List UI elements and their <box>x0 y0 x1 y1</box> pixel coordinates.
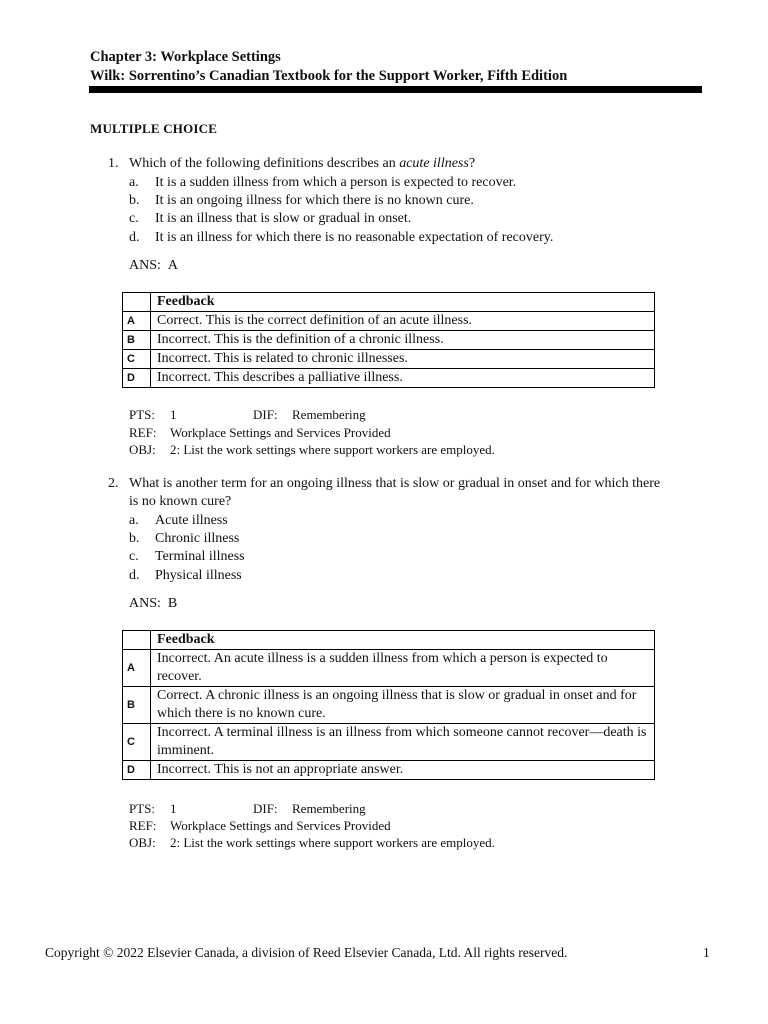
obj-value: 2: List the work settings where support workers are employed. <box>170 442 495 457</box>
question-number: 1. <box>108 156 119 171</box>
book-title: Wilk: Sorrentino’s Canadian Textbook for the Support Worker, Fifth Edition <box>90 68 568 84</box>
page-number: 1 <box>703 945 710 960</box>
copyright-notice: Copyright © 2022 Elsevier Canada, a division of Reed Elsevier Canada, Ltd. All rights reserved. <box>45 945 568 960</box>
pts-label: PTS: <box>129 801 156 816</box>
feedback-key: B <box>123 331 151 350</box>
answer-line <box>129 257 178 275</box>
stem-end: ? <box>468 156 476 171</box>
feedback-row <box>123 331 655 350</box>
feedback-key: C <box>123 350 151 369</box>
option-letter: a. <box>129 175 139 190</box>
pts-value: 1 <box>170 801 177 816</box>
feedback-header: Feedback <box>151 631 655 650</box>
option-text: Acute illness <box>155 513 228 528</box>
option-letter: a. <box>129 513 139 528</box>
dif-value: Remembering <box>292 801 366 816</box>
chapter-title: Chapter 3: Workplace Settings <box>90 49 281 65</box>
option-letter: b. <box>129 531 140 546</box>
answer-value: B <box>167 596 178 611</box>
feedback-text: Correct. A chronic illness is an ongoing illness that is slow or gradual in onset and for which there is no known cure. <box>151 687 655 724</box>
feedback-text: Incorrect. This describes a palliative illness. <box>151 369 655 388</box>
section-title: MULTIPLE CHOICE <box>90 121 218 136</box>
option-letter: d. <box>129 568 140 583</box>
option-text: It is an ongoing illness for which there is no known cure. <box>155 193 474 208</box>
feedback-row <box>123 724 655 761</box>
pts-label: PTS: <box>129 407 156 422</box>
feedback-header-row <box>123 293 655 312</box>
feedback-text: Incorrect. An acute illness is a sudden illness from which a person is expected to recover. <box>151 650 655 687</box>
answer-line <box>129 595 177 613</box>
pts-value: 1 <box>170 407 177 422</box>
feedback-text: Correct. This is the correct definition of an acute illness. <box>151 312 655 331</box>
option-letter: b. <box>129 193 140 208</box>
answer-label: ANS: <box>129 258 161 273</box>
option-letter: d. <box>129 230 140 245</box>
option-text: It is a sudden illness from which a person is expected to recover. <box>155 175 517 190</box>
feedback-row <box>123 650 655 687</box>
feedback-key: D <box>123 369 151 388</box>
ref-value: Workplace Settings and Services Provided <box>170 425 391 440</box>
obj-label: OBJ: <box>129 442 156 457</box>
answer-label: ANS: <box>129 596 161 611</box>
option-letter: c. <box>129 549 139 564</box>
feedback-header-row <box>123 631 655 650</box>
feedback-key: D <box>123 761 151 780</box>
ref-label: REF: <box>129 818 157 833</box>
stem-emphasis: acute illness <box>399 156 469 171</box>
option-text: It is an illness that is slow or gradual in onset. <box>155 211 412 226</box>
feedback-text: Incorrect. This is not an appropriate answer. <box>151 761 655 780</box>
option-text: Terminal illness <box>155 549 245 564</box>
feedback-row <box>123 369 655 388</box>
ref-value: Workplace Settings and Services Provided <box>170 818 391 833</box>
option-text: Chronic illness <box>155 531 240 546</box>
dif-label: DIF: <box>253 407 278 422</box>
feedback-key: A <box>123 650 151 687</box>
option-text: It is an illness for which there is no reasonable expectation of recovery. <box>155 230 554 245</box>
option-letter: c. <box>129 211 139 226</box>
dif-value: Remembering <box>292 407 366 422</box>
feedback-row <box>123 687 655 724</box>
ref-label: REF: <box>129 425 157 440</box>
feedback-key: C <box>123 724 151 761</box>
question-stem: What is another term for an ongoing illness that is slow or gradual in onset and for which there <box>129 476 661 491</box>
feedback-row <box>123 761 655 780</box>
feedback-key: B <box>123 687 151 724</box>
answer-value: A <box>167 258 179 273</box>
header-rule <box>89 86 702 93</box>
feedback-text: Incorrect. A terminal illness is an illness from which someone cannot recover—death is imminent. <box>151 724 655 761</box>
question-number: 2. <box>108 476 119 491</box>
feedback-row <box>123 312 655 331</box>
stem-text: Which of the following definitions describes an <box>129 156 400 171</box>
feedback-table <box>122 630 655 780</box>
question-stem-cont: is no known cure? <box>129 494 232 509</box>
feedback-key: A <box>123 312 151 331</box>
dif-label: DIF: <box>253 801 278 816</box>
obj-value: 2: List the work settings where support workers are employed. <box>170 835 495 850</box>
feedback-text: Incorrect. This is the definition of a chronic illness. <box>151 331 655 350</box>
feedback-header: Feedback <box>151 293 655 312</box>
feedback-row <box>123 350 655 369</box>
feedback-table <box>122 292 655 388</box>
obj-label: OBJ: <box>129 835 156 850</box>
question-stem <box>129 155 475 173</box>
option-text: Physical illness <box>155 568 242 583</box>
feedback-text: Incorrect. This is related to chronic illnesses. <box>151 350 655 369</box>
